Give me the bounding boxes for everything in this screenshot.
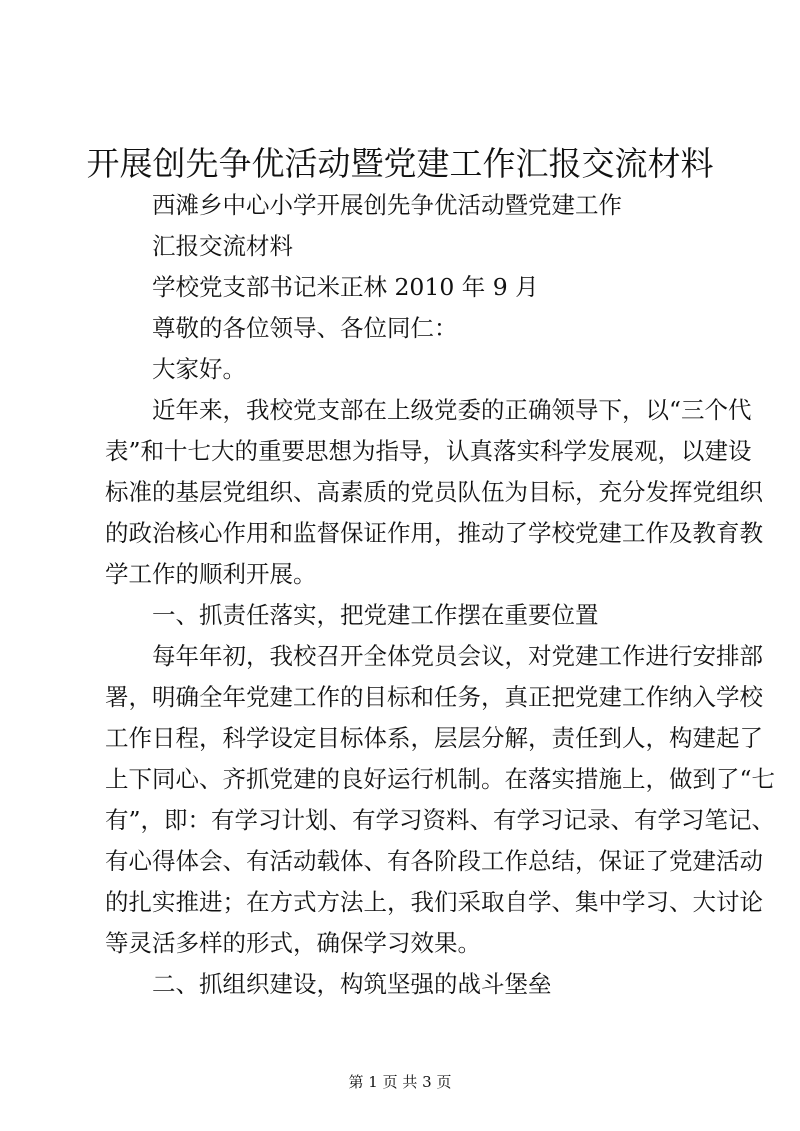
paragraph-line: 学校党支部书记米正林 2010 年 9 月 — [152, 273, 539, 301]
document-title: 开展创先争优活动暨党建工作汇报交流材料 — [86, 144, 714, 183]
paragraph-line: 近年来，我校党支部在上级党委的正确领导下，以“三个代 — [152, 396, 752, 424]
section-heading: 二、抓组织建设，构筑坚强的战斗堡垒 — [152, 970, 552, 998]
paragraph-line: 尊敬的各位领导、各位同仁： — [152, 314, 458, 342]
paragraph-line: 有”，即：有学习计划、有学习资料、有学习记录、有学习笔记、 — [105, 806, 776, 834]
paragraph-line: 每年年初，我校召开全体党员会议，对党建工作进行安排部 — [152, 642, 763, 670]
paragraph-line: 表”和十七大的重要思想为指导，认真落实科学发展观，以建设 — [105, 437, 752, 465]
paragraph-line: 上下同心、齐抓党建的良好运行机制。在落实措施上，做到了“七 — [105, 765, 776, 793]
paragraph-line: 大家好。 — [152, 355, 246, 383]
paragraph-line: 有心得体会、有活动载体、有各阶段工作总结，保证了党建活动 — [105, 847, 763, 875]
paragraph-line: 标准的基层党组织、高素质的党员队伍为目标，充分发挥党组织 — [105, 478, 763, 506]
page-number-footer: 第 1 页 共 3 页 — [348, 1073, 452, 1091]
paragraph-line: 的政治核心作用和监督保证作用，推动了学校党建工作及教育教 — [105, 519, 763, 547]
paragraph-line: 署，明确全年党建工作的目标和任务，真正把党建工作纳入学校 — [105, 683, 763, 711]
paragraph-line: 西滩乡中心小学开展创先争优活动暨党建工作 — [152, 191, 622, 219]
paragraph-line: 的扎实推进；在方式方法上，我们采取自学、集中学习、大讨论 — [105, 888, 763, 916]
paragraph-line: 汇报交流材料 — [152, 232, 293, 260]
paragraph-line: 工作日程，科学设定目标体系，层层分解，责任到人，构建起了 — [105, 724, 763, 752]
paragraph-line: 等灵活多样的形式，确保学习效果。 — [105, 929, 481, 957]
section-heading: 一、抓责任落实，把党建工作摆在重要位置 — [152, 601, 599, 629]
paragraph-line: 学工作的顺利开展。 — [105, 560, 317, 588]
